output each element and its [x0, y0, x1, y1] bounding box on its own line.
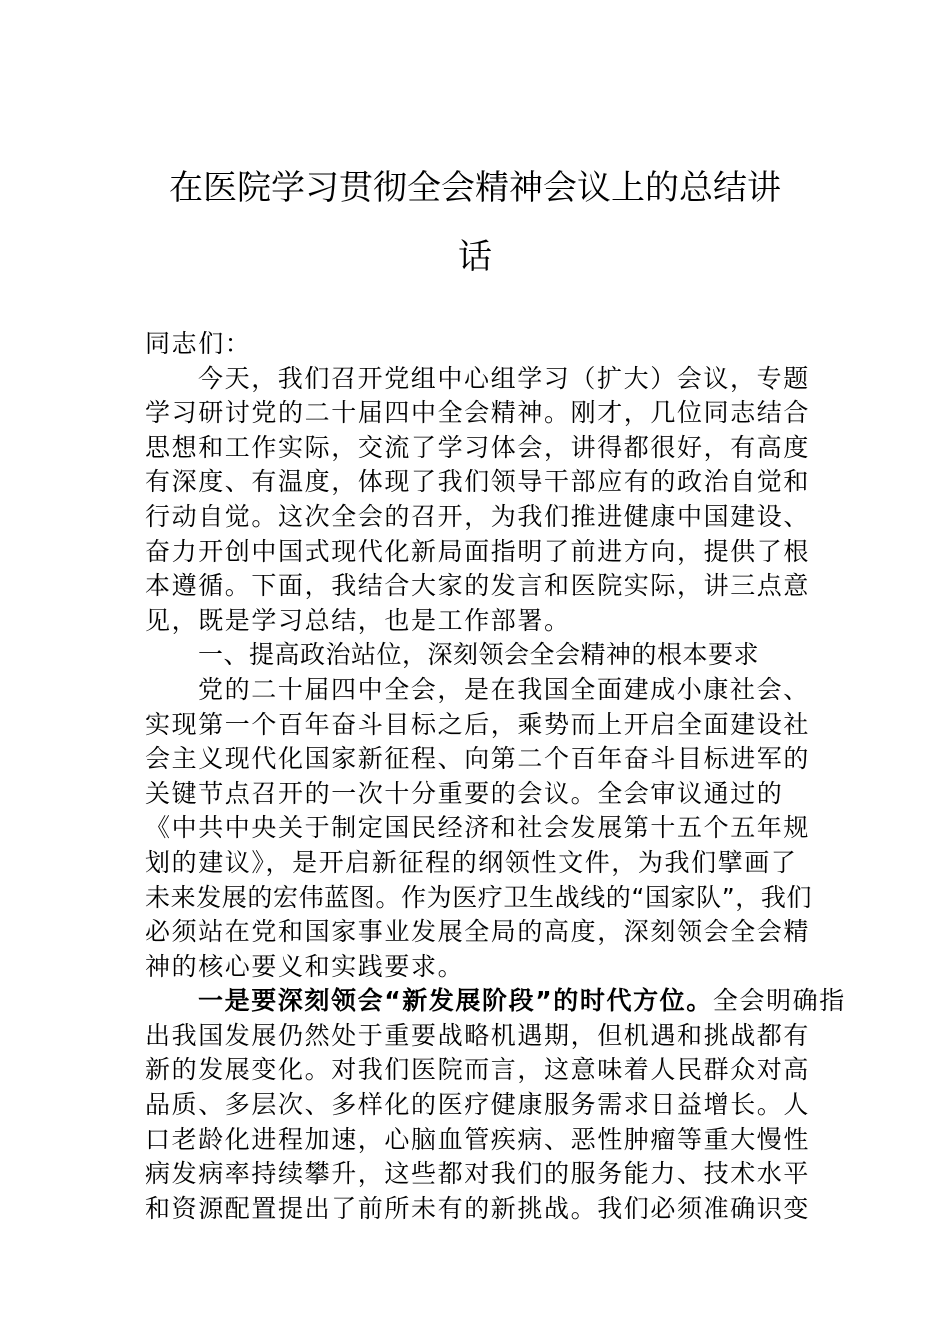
paragraph-line: 奋力开创中国式现代化新局面指明了前进方向，提供了根 [145, 536, 811, 566]
paragraph-point-1 [145, 984, 846, 1226]
paragraph-line: 学习研讨党的二十届四中全会精神。刚才，几位同志结合 [145, 398, 811, 428]
paragraph-line: 必须站在党和国家事业发展全局的高度，深刻领会全会精 [145, 917, 811, 947]
paragraph-line: 行动自觉。这次全会的召开，为我们推进健康中国建设、 [145, 501, 811, 531]
paragraph-line: 品质、多层次、多样化的医疗健康服务需求日益增长。人 [145, 1090, 811, 1120]
paragraph-line: 划的建议》，是开启新征程的纲领性文件，为我们擘画了 [145, 847, 798, 877]
document-title-line-1: 在医院学习贯彻全会精神会议上的总结讲 [169, 168, 781, 208]
paragraph-line: 今天，我们召开党组中心组学习（扩大）会议，专题 [198, 363, 810, 393]
paragraph-line: 关键节点召开的一次十分重要的会议。全会审议通过的 [145, 778, 784, 808]
paragraph-line: 病发病率持续攀升，这些都对我们的服务能力、技术水平 [145, 1159, 811, 1189]
paragraph-line: 本遵循。下面，我结合大家的发言和医院实际，讲三点意 [145, 571, 811, 601]
paragraph-line: 口老龄化进程加速，心脑血管疾病、恶性肿瘤等重大慢性 [145, 1124, 811, 1154]
paragraph-line: 思想和工作实际，交流了学习体会，讲得都很好，有高度 [145, 432, 811, 462]
paragraph-line: 党的二十届四中全会，是在我国全面建成小康社会、 [198, 674, 810, 704]
paragraph-line: 实现第一个百年奋斗目标之后，乘势而上开启全面建设社 [145, 709, 811, 739]
paragraph-line: 出我国发展仍然处于重要战略机遇期，但机遇和挑战都有 [145, 1020, 811, 1050]
section-heading-1: 一、提高政治站位，深刻领会全会精神的根本要求 [198, 640, 760, 670]
document-body [145, 327, 846, 1226]
paragraph-line: 有深度、有温度，体现了我们领导干部应有的政治自觉和 [145, 467, 811, 497]
document-title-line-2: 话 [458, 237, 492, 277]
salutation: 同志们： [145, 329, 252, 358]
paragraph-line: 会主义现代化国家新征程、向第二个百年奋斗目标进军的 [145, 744, 811, 774]
point-1-lead: 一是要深刻领会“新发展阶段”的时代方位。 [198, 986, 713, 1016]
paragraph-line: 神的核心要义和实践要求。 [145, 951, 465, 981]
point-1-lead-rest: 全会明确指 [712, 986, 846, 1016]
paragraph-line: 未来发展的宏伟蓝图。作为医疗卫生战线的“国家队”，我们 [145, 882, 813, 912]
paragraph-line: 《中共中央关于制定国民经济和社会发展第十五个五年规 [145, 813, 811, 843]
paragraph-line: 见，既是学习总结，也是工作部署。 [145, 605, 571, 635]
paragraph-section-1 [145, 673, 815, 984]
paragraph-intro [145, 362, 815, 639]
paragraph-line [145, 984, 846, 1019]
paragraph-line: 新的发展变化。对我们医院而言，这意味着人民群众对高 [145, 1055, 811, 1085]
paragraph-line: 和资源配置提出了前所未有的新挑战。我们必须准确识变 [145, 1193, 811, 1223]
